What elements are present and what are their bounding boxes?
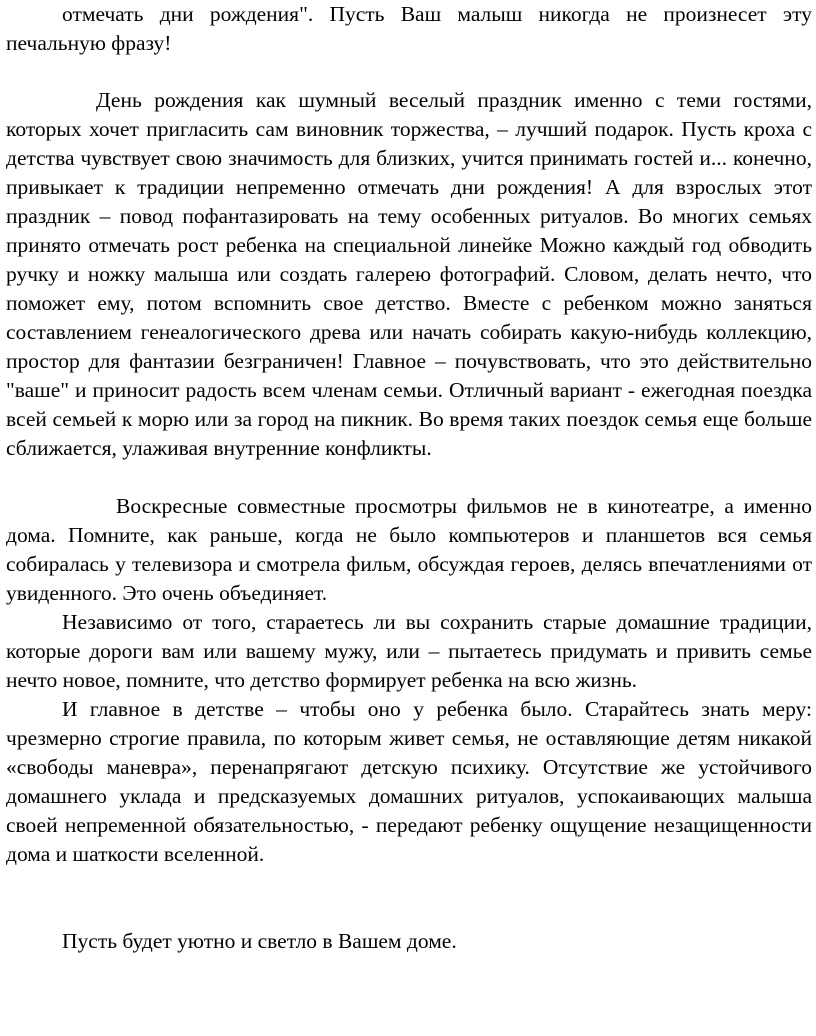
paragraph-birthday: День рождения как шумный веселый праздник именно с теми гостями, которых хочет пригласить сам виновник торжества, – лучший подарок. Пусть кроха с детства чувствует свою значимость для близких, учится принимать гостей и... конечно, привыкает к традиции непременно отмечать дни рождения! А для взрослых этот праздник – повод пофантазировать на тему особенных ритуалов. Во многих семьях принято отмечать рост ребенка на специальной линейке Можно каждый год обводить ручку и ножку малыша или создать галерею фотографий. Словом, делать нечто, что поможет ему, потом вспомнить свое детство. Вместе с ребенком можно заняться составлением генеалогического древа или начать собирать какую-нибудь коллекцию, простор для фантазии безграничен! Главное – почувствовать, что это действительно "ваше" и приносит радость всем членам семьи. Отличный вариант - ежегодная поездка всей семьей к морю или за город на пикник. Во время таких поездок семья еще больше сближается, улаживая внутренние конфликты. (6, 88, 812, 460)
paragraph-closing: Пусть будет уютно и светло в Вашем доме. (62, 929, 457, 953)
paragraph-traditions: Независимо от того, стараетесь ли вы сохранить старые домашние традиции, которые дороги вам или вашему мужу, или – пытаетесь придумать и привить семье нечто новое, помните, что детство формирует ребенка на всю жизнь. (6, 610, 812, 692)
paragraph-continuation: отмечать дни рождения". Пусть Ваш малыш никогда не произнесет эту печальную фразу! (6, 2, 812, 55)
paragraph-childhood: И главное в детстве – чтобы оно у ребенка было. Старайтесь знать меру: чрезмерно строгие правила, по которым живет семья, не оставляющие детям никакой «свободы маневра», перенапрягают детскую психику. Отсутствие же устойчивого домашнего уклада и предсказуемых домашних ритуалов, успокаивающих малыша своей непременной обязательностью, - передают ребенку ощущение незащищенности дома и шаткости вселенной. (6, 697, 812, 866)
paragraph-movies: Воскресные совместные просмотры фильмов не в кинотеатре, а именно дома. Помните, как раньше, когда не было компьютеров и планшетов вся семья собиралась у телевизора и смотрела фильм, обсуждая героев, делясь впечатлениями от увиденного. Это очень объединяет. (6, 494, 812, 605)
